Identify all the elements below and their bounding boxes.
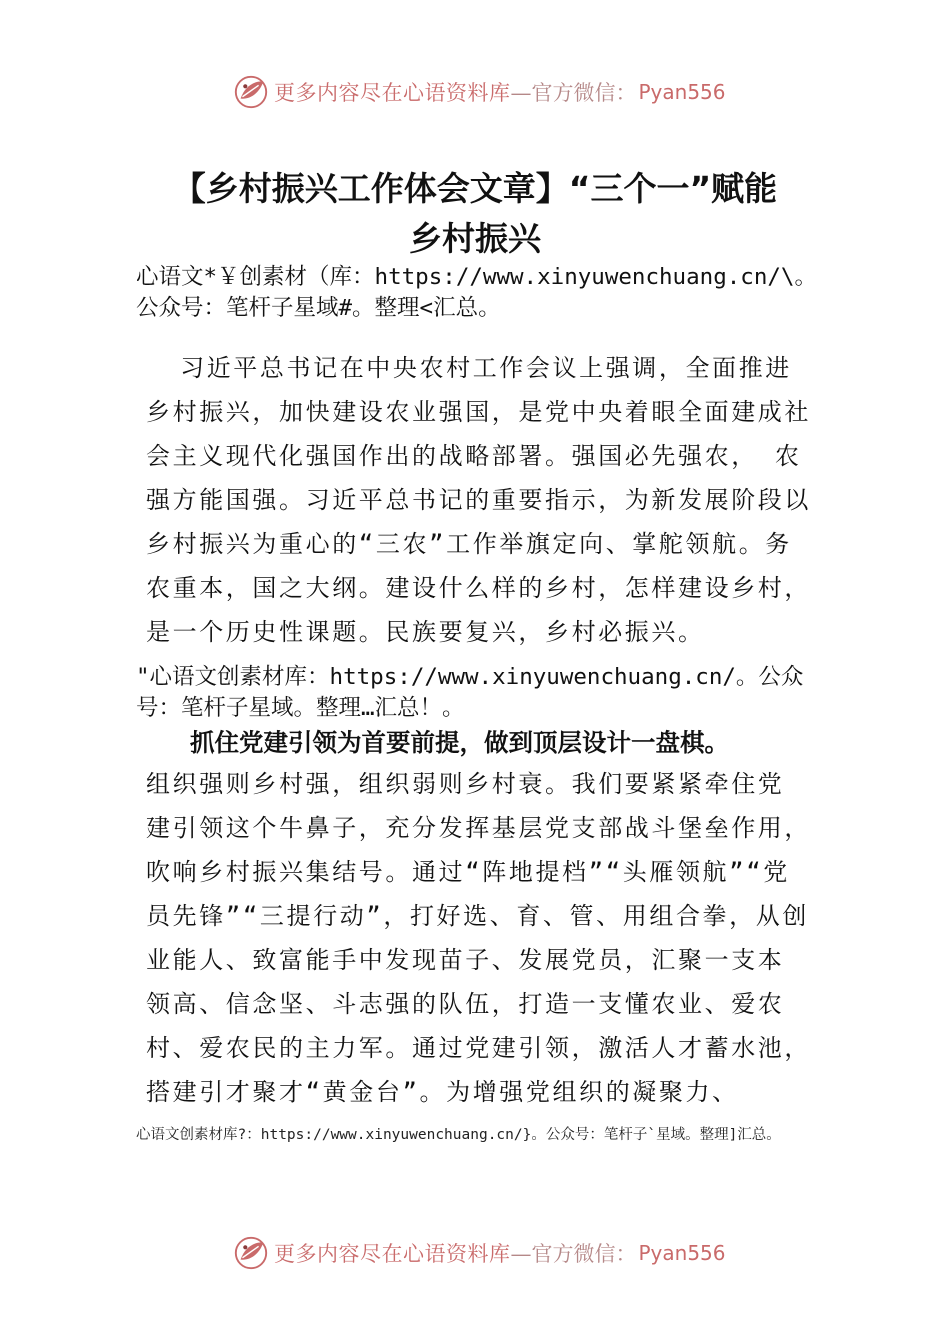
brand-wechat-handle: Pyan556	[638, 1241, 726, 1265]
section-heading: 抓住党建引领为首要前提，做到顶层设计一盘棋。	[190, 728, 729, 757]
article-title	[60, 164, 890, 264]
brand-wechat-handle: Pyan556	[638, 80, 726, 104]
paragraph-line: 强方能国强。习近平总书记的重要指示，为新发展阶段以	[146, 486, 811, 514]
paragraph-line: 搭建引才聚才“黄金台”。为增强党组织的凝聚力、	[146, 1078, 739, 1106]
paragraph-line: 乡村振兴为重心的“三农”工作举旗定向、掌舵领航。务	[146, 530, 792, 558]
body-paragraph-2	[146, 762, 836, 1114]
paragraph-line: 村、爱农民的主力军。通过党建引领，激活人才蓄水池，	[146, 1034, 811, 1062]
body-paragraph-1	[146, 346, 836, 654]
paragraph-line: 员先锋”“三提行动”，打好选、育、管、用组合拳，从创	[146, 902, 809, 930]
brand-banner-top	[232, 72, 726, 112]
paragraph-line: 会主义现代化强国作出的战略部署。强国必先强农， 农	[146, 442, 802, 470]
footnote-watermark: 心语文创素材库?：https://www.xinyuwenchuang.cn/}。公众号：笔杆子`星域。整理]汇总。	[136, 1127, 781, 1143]
leaf-logo-icon	[232, 73, 270, 111]
paragraph-line: 建引领这个牛鼻子，充分发挥基层党支部战斗堡垒作用，	[146, 814, 811, 842]
watermark-text-top: 心语文*￥创素材（库：https://www.xinyuwenchuang.cn/\。公众号：笔杆子星域#。整理<汇总。	[136, 264, 817, 321]
paragraph-line: 业能人、致富能手中发现苗子、发展党员，汇聚一支本	[146, 946, 785, 974]
paragraph-line: 农重本，国之大纲。建设什么样的乡村，怎样建设乡村，	[146, 574, 811, 602]
title-line: 【乡村振兴工作体会文章】“三个一”赋能	[172, 169, 778, 208]
paragraph-line: 是一个历史性课题。民族要复兴，乡村必振兴。	[146, 618, 705, 646]
paragraph-line: 领高、信念坚、斗志强的队伍，打造一支懂农业、爱农	[146, 990, 785, 1018]
brand-separator: —官方微信：	[510, 81, 637, 105]
brand-separator: —官方微信：	[510, 1242, 637, 1266]
paragraph-line: 组织强则乡村强，组织弱则乡村衰。我们要紧紧牵住党	[146, 770, 785, 798]
paragraph-line: 习近平总书记在中央农村工作会议上强调，全面推进	[146, 354, 792, 382]
paragraph-line: 乡村振兴，加快建设农业强国，是党中央着眼全面建成社	[146, 398, 811, 426]
watermark-text-middle: "心语文创素材库：https://www.xinyuwenchuang.cn/。公众号：笔杆子星域。整理…汇总！。	[136, 664, 804, 721]
leaf-logo-icon	[232, 1234, 270, 1272]
paragraph-line: 吹响乡村振兴集结号。通过“阵地提档”“头雁领航”“党	[146, 858, 790, 886]
title-line: 乡村振兴	[409, 219, 541, 258]
brand-slogan: 更多内容尽在心语资料库	[274, 81, 511, 105]
brand-banner-bottom	[232, 1233, 726, 1273]
brand-slogan: 更多内容尽在心语资料库	[274, 1242, 511, 1266]
